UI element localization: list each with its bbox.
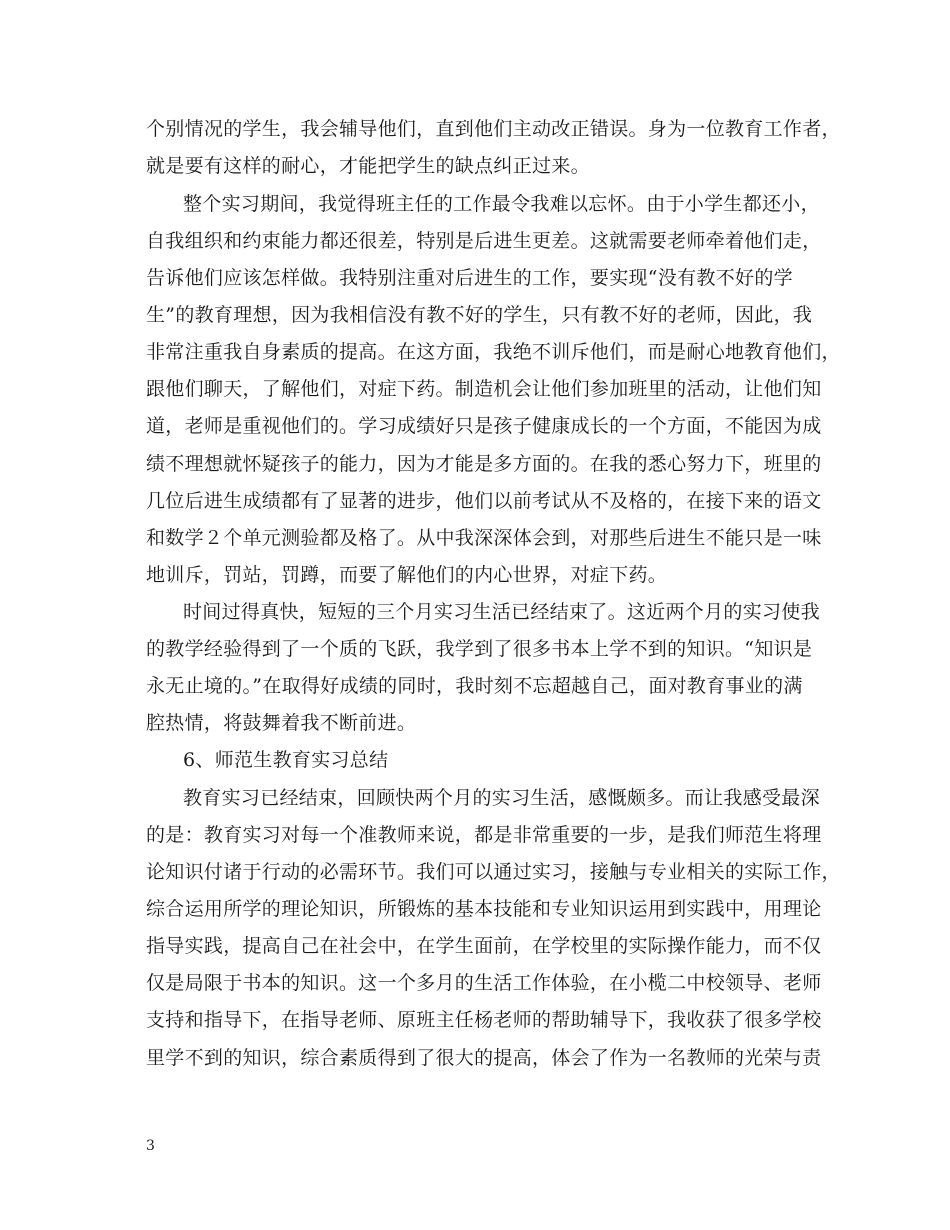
text-line: 永无止境的。”在取得好成绩的同时，我时刻不忘超越自己，面对教育事业的满 — [146, 675, 803, 697]
text-line: 地训斥，罚站，罚蹲，而要了解他们的内心世界，对症下药。 — [146, 564, 668, 586]
text-line: 指导实践，提高自己在社会中，在学生面前，在学校里的实际操作能力，而不仅 — [146, 935, 822, 957]
section-heading: 6、师范生教育实习总结 — [183, 749, 389, 771]
paragraph-first-line: 整个实习期间，我觉得班主任的工作最令我难以忘怀。由于小学生都还小， — [183, 193, 820, 215]
text-line: 支持和指导下，在指导老师、原班主任杨老师的帮助辅导下，我收获了很多学校 — [146, 1009, 822, 1031]
text-line: 就是要有这样的耐心，才能把学生的缺点纠正过来。 — [146, 155, 590, 177]
text-line: 仅是局限于书本的知识。这一个多月的生活工作体验，在小榄二中校领导、老师 — [146, 972, 822, 994]
text-line: 和数学２个单元测验都及格了。从中我深深体会到，对那些后进生不能只是一味 — [146, 527, 822, 549]
text-line: 自我组织和约束能力都还很差，特别是后进生更差。这就需要老师牵着他们走， — [146, 230, 822, 252]
text-line: 绩不理想就怀疑孩子的能力，因为才能是多方面的。在我的悉心努力下，班里的 — [146, 453, 822, 475]
text-line: 的是：教育实习对每一个准教师来说，都是非常重要的一步，是我们师范生将理 — [146, 824, 822, 846]
page-number: 3 — [146, 1138, 155, 1154]
text-line: 论知识付诸于行动的必需环节。我们可以通过实习，接触与专业相关的实际工作， — [146, 861, 841, 883]
text-line: 道，老师是重视他们的。学习成绩好只是孩子健康成长的一个方面，不能因为成 — [146, 415, 822, 437]
text-line: 几位后进生成绩都有了显著的进步，他们以前考试从不及格的，在接下来的语文 — [146, 490, 822, 512]
paragraph-first-line: 教育实习已经结束，回顾快两个月的实习生活，感慨颇多。而让我感受最深 — [183, 787, 820, 809]
text-line: 里学不到的知识，综合素质得到了很大的提高，体会了作为一名教师的光荣与责 — [146, 1047, 822, 1069]
text-line: 告诉他们应该怎样做。我特别注重对后进生的工作，要实现“没有教不好的学 — [146, 267, 793, 289]
text-line: 个别情况的学生，我会辅导他们，直到他们主动改正错误。身为一位教育工作者， — [146, 118, 841, 140]
text-line: 非常注重我自身素质的提高。在这方面，我绝不训斥他们，而是耐心地教育他们， — [146, 341, 841, 363]
text-line: 综合运用所学的理论知识，所锻炼的基本技能和专业知识运用到实践中，用理论 — [146, 898, 822, 920]
text-line: 的教学经验得到了一个质的飞跃，我学到了很多书本上学不到的知识。“知识是 — [146, 638, 813, 660]
text-line: 腔热情，将鼓舞着我不断前进。 — [146, 712, 417, 734]
text-line: 跟他们聊天，了解他们，对症下药。制造机会让他们参加班里的活动，让他们知 — [146, 378, 822, 400]
paragraph-first-line: 时间过得真快，短短的三个月实习生活已经结束了。这近两个月的实习使我 — [183, 601, 820, 623]
text-line: 生”的教育理想，因为我相信没有教不好的学生，只有教不好的老师，因此，我 — [146, 304, 813, 326]
